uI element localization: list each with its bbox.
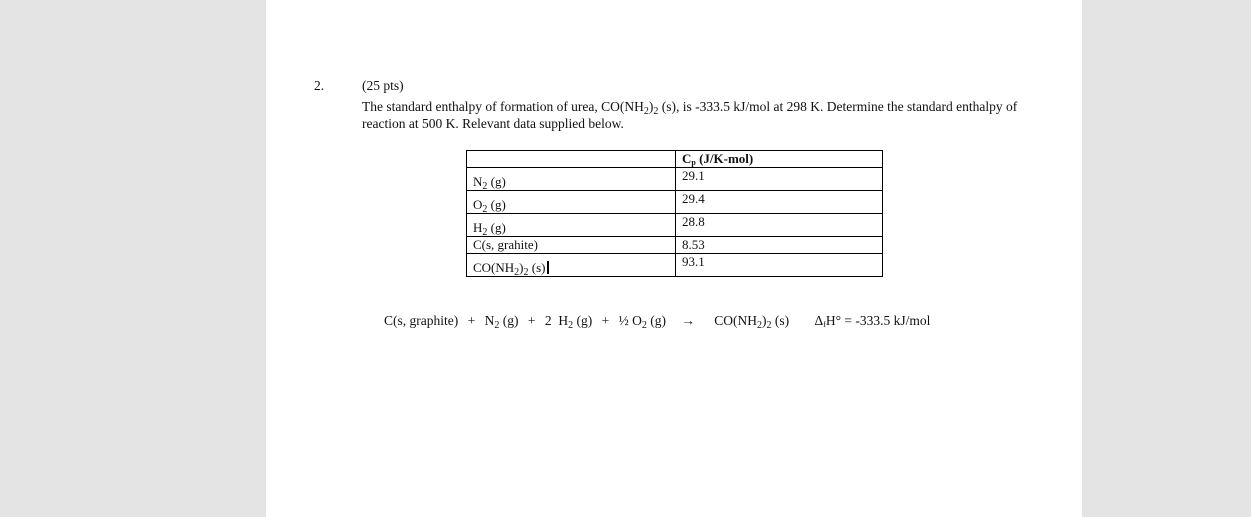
plus-sign: + — [467, 313, 476, 328]
species-cell: C(s, grahite) — [467, 237, 676, 254]
reaction-equation — [384, 313, 930, 329]
species-cell: $O_2$ (g) — [467, 191, 676, 214]
plus-sign: + — [527, 313, 536, 328]
table-row — [467, 237, 883, 254]
table-row — [467, 214, 883, 237]
question-points: (25 pts) — [362, 78, 404, 93]
table-header-cp: $C_p$ (J/K-mol) — [676, 151, 883, 168]
species-cell: $H_2$ (g) — [467, 214, 676, 237]
table-header-species — [467, 151, 676, 168]
reactant-nitrogen: $N_2$ (g) — [484, 313, 519, 331]
table-row — [467, 191, 883, 214]
species-cell[interactable]: $CO(NH_2)_2$ (s) — [467, 254, 676, 277]
table-row — [467, 168, 883, 191]
reactant-hydrogen: 2 $H_2$ (g) — [544, 313, 593, 331]
plus-sign: + — [601, 313, 610, 328]
species-cell: $N_2$ (g) — [467, 168, 676, 191]
product-urea: $CO(NH_2)_2$ (s) — [714, 313, 790, 331]
heat-capacity-table — [466, 150, 883, 277]
document-page — [266, 0, 1082, 517]
question-number: 2. — [314, 78, 325, 93]
cp-value-cell: 28.8 — [676, 214, 883, 237]
table-row — [467, 254, 883, 277]
reaction-arrow: → — [681, 313, 695, 328]
cp-value-cell: 8.53 — [676, 237, 883, 254]
cp-value-cell: 93.1 — [676, 254, 883, 277]
problem-statement: The standard enthalpy of formation of urea, $CO(NH_2)_2$ (s), is -333.5 kJ/mol at 298 K. Determine the standard enthalpy of reaction at 500 K. Relevant data supplied below. — [362, 99, 1018, 131]
reactant-carbon: C(s, graphite) — [384, 313, 459, 328]
enthalpy-of-formation: $\Delta_fH^\circ = -333.5$ kJ/mol — [814, 313, 931, 329]
cp-value-cell: 29.4 — [676, 191, 883, 214]
cp-value-cell: 29.1 — [676, 168, 883, 191]
reactant-oxygen: ½ $O_2$ (g) — [618, 313, 666, 331]
table-header-row — [467, 151, 883, 168]
text-cursor — [547, 261, 549, 274]
